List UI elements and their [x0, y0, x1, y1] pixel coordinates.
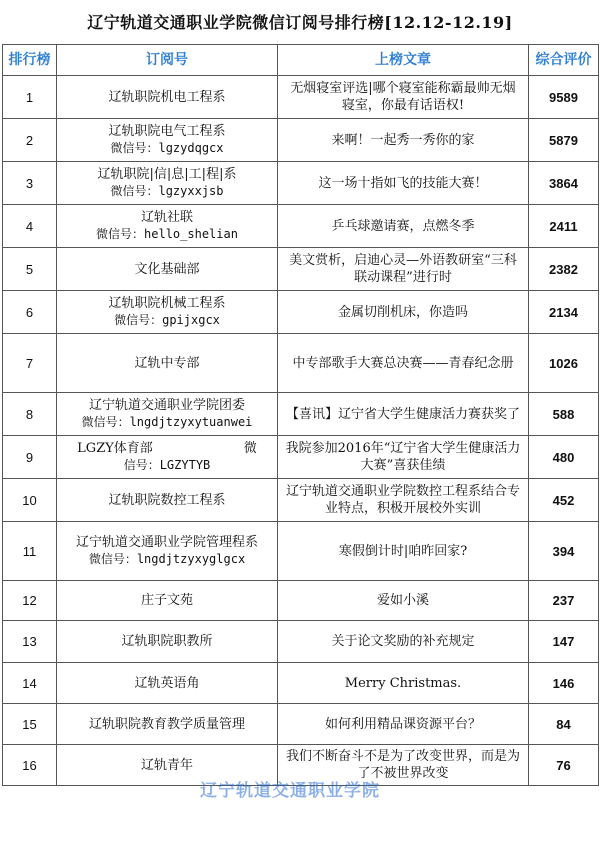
account-cell	[57, 436, 278, 479]
article-cell: 关于论文奖励的补充规定	[278, 621, 529, 663]
score-cell: 5879	[529, 119, 599, 162]
table-header-row	[3, 45, 599, 76]
account-name: 辽轨职院机械工程系	[108, 296, 226, 311]
score-cell: 84	[529, 704, 599, 745]
score-cell: 588	[529, 393, 599, 436]
wechat-id: 微信号：lngdjtzyxyglgcx	[88, 552, 246, 566]
table-row	[3, 119, 599, 162]
table-row	[3, 248, 599, 291]
account-name: 辽轨社联	[140, 210, 193, 225]
rank-cell: 4	[3, 205, 57, 248]
account-name: 辽轨职院电气工程系	[108, 124, 226, 139]
table-row	[3, 745, 599, 786]
account-cell	[57, 479, 278, 522]
wechat-id: 微信号：lgzydqgcx	[110, 141, 224, 155]
wechat-id: 微信号：lngdjtzyxytuanwei	[81, 415, 253, 429]
article-cell: 【喜讯】辽宁省大学生健康活力赛获奖了	[278, 393, 529, 436]
score-cell: 9589	[529, 76, 599, 119]
account-cell	[57, 76, 278, 119]
score-cell: 480	[529, 436, 599, 479]
rank-cell: 6	[3, 291, 57, 334]
table-row	[3, 436, 599, 479]
table-row	[3, 621, 599, 663]
table-row	[3, 76, 599, 119]
table-row	[3, 205, 599, 248]
score-cell: 237	[529, 581, 599, 621]
rank-cell: 2	[3, 119, 57, 162]
score-cell: 76	[529, 745, 599, 786]
rank-cell: 13	[3, 621, 57, 663]
account-name: 文化基础部	[134, 261, 200, 277]
account-name: 辽轨职院职教所	[121, 634, 213, 649]
score-cell: 2134	[529, 291, 599, 334]
table-row	[3, 704, 599, 745]
article-cell: 如何利用精品课资源平台？	[278, 704, 529, 745]
account-name: 辽轨职院|信|息|工|程|系	[97, 167, 237, 182]
wechat-id: 微信号：gpijxgcx	[114, 313, 220, 327]
account-cell	[57, 205, 278, 248]
score-cell: 147	[529, 621, 599, 663]
account-cell	[57, 704, 278, 745]
article-cell: 寒假倒计时|咱昨回家?	[278, 522, 529, 581]
account-cell	[57, 663, 278, 704]
account-cell	[57, 581, 278, 621]
article-cell: 金属切削机床，你造吗	[278, 291, 529, 334]
rank-cell: 16	[3, 745, 57, 786]
header-score: 综合评价	[529, 45, 599, 76]
article-cell: 中专部歌手大赛总决赛——青春纪念册	[278, 334, 529, 393]
account-name: 辽轨职院机电工程系	[108, 89, 226, 105]
article-cell: 爱如小溪	[278, 581, 529, 621]
table-row	[3, 522, 599, 581]
rank-cell: 10	[3, 479, 57, 522]
rank-cell: 8	[3, 393, 57, 436]
article-cell: 辽宁轨道交通职业学院数控工程系结合专业特点，积极开展校外实训	[278, 479, 529, 522]
rank-cell: 7	[3, 334, 57, 393]
rank-cell: 3	[3, 162, 57, 205]
table-row	[3, 334, 599, 393]
rank-cell: 15	[3, 704, 57, 745]
article-cell: 乒乓球邀请赛，点燃冬季	[278, 205, 529, 248]
score-cell: 394	[529, 522, 599, 581]
account-name: 辽轨职院数控工程系	[108, 492, 226, 508]
account-cell	[57, 248, 278, 291]
article-cell: Merry Christmas.	[278, 663, 529, 704]
wechat-id: 信号：LGZYTYB	[123, 458, 211, 472]
account-cell	[57, 745, 278, 786]
table-row	[3, 479, 599, 522]
ranking-table	[2, 44, 599, 786]
table-row	[3, 291, 599, 334]
article-cell: 来啊！一起秀一秀你的家	[278, 119, 529, 162]
wechat-id: 微信号：lgzyxxjsb	[110, 184, 224, 198]
account-cell	[57, 522, 278, 581]
account-cell	[57, 162, 278, 205]
account-name: 辽宁轨道交通职业学院管理程系	[75, 535, 258, 550]
article-cell: 美文赏析，启迪心灵—外语教研室“三科联动课程”进行时	[278, 248, 529, 291]
score-cell: 452	[529, 479, 599, 522]
score-cell: 146	[529, 663, 599, 704]
rank-cell: 9	[3, 436, 57, 479]
rank-cell: 5	[3, 248, 57, 291]
article-cell: 无烟寝室评选|哪个寝室能称霸最帅无烟寝室，你最有话语权!	[278, 76, 529, 119]
wechat-id: 微信号：hello_shelian	[96, 227, 238, 241]
table-row	[3, 393, 599, 436]
rank-cell: 14	[3, 663, 57, 704]
table-body	[3, 76, 599, 786]
header-article: 上榜文章	[278, 45, 529, 76]
article-cell: 这一场十指如飞的技能大赛！	[278, 162, 529, 205]
account-cell	[57, 291, 278, 334]
score-cell: 2411	[529, 205, 599, 248]
header-rank: 排行榜	[3, 45, 57, 76]
account-cell	[57, 621, 278, 663]
account-cell	[57, 334, 278, 393]
table-row	[3, 663, 599, 704]
table-row	[3, 581, 599, 621]
account-cell	[57, 393, 278, 436]
rank-cell: 1	[3, 76, 57, 119]
account-name: 辽轨职院教育教学质量管理	[88, 716, 245, 732]
page-title: 辽宁轨道交通职业学院微信订阅号排行榜[12.12-12.19]	[87, 12, 513, 32]
account-name: LGZY体育部 微	[77, 441, 257, 456]
rank-cell: 11	[3, 522, 57, 581]
score-cell: 3864	[529, 162, 599, 205]
account-name: 辽宁轨道交通职业学院团委	[88, 398, 245, 413]
account-name: 辽轨英语角	[134, 675, 200, 691]
watermark-text: 辽宁轨道交通职业学院	[200, 781, 380, 801]
account-name: 庄子文苑	[140, 593, 193, 608]
table-row	[3, 162, 599, 205]
account-name: 辽轨青年	[140, 757, 193, 773]
score-cell: 2382	[529, 248, 599, 291]
account-name: 辽轨中专部	[134, 355, 200, 371]
rank-cell: 12	[3, 581, 57, 621]
article-cell: 我们不断奋斗不是为了改变世界，而是为了不被世界改变	[278, 745, 529, 786]
header-account: 订阅号	[57, 45, 278, 76]
account-cell	[57, 119, 278, 162]
article-cell: 我院参加2016年“辽宁省大学生健康活力大赛”喜获佳绩	[278, 436, 529, 479]
score-cell: 1026	[529, 334, 599, 393]
